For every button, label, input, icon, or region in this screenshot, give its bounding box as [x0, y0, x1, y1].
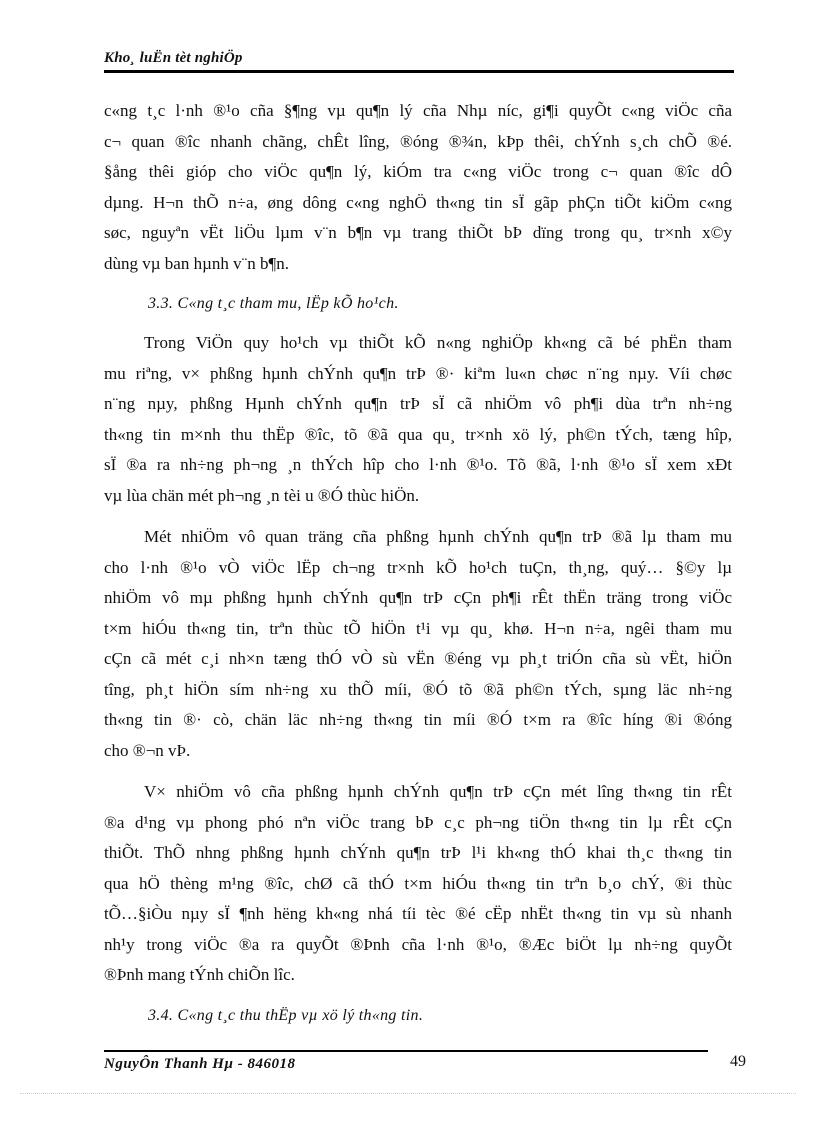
section-heading-3-4: 3.4. C«ng t¸c thu thËp vµ xö lý th«ng tin.: [148, 1006, 424, 1024]
text-line: ®Þnh mang tÝnh chiÕn lîc.: [104, 965, 295, 984]
text-line: tîng, ph¸t hiÖn sím nh÷ng xu thÕ míi, ®Ó tõ ®ã ph©n tÝch, sµng läc nh÷ng: [104, 679, 732, 699]
text-line: n¨ng nµy, phßng Hµnh chÝnh qu¶n trÞ sÏ cã nhiÖm vô ph¶i dùa trªn nh÷ng: [104, 394, 732, 413]
text-line: Mét nhiÖm vô quan träng cña phßng hµnh chÝnh qu¶n trÞ ®ã lµ tham mu: [144, 527, 732, 546]
text-line: dùng vµ ban hµnh v¨n b¶n.: [104, 253, 289, 273]
text-line: nh¹y trong viÖc ®a ra quyÕt ®Þnh cña l·nh ®¹o, ®Æc biÖt lµ nh÷ng quyÕt: [104, 934, 732, 954]
text-line: cÇn cã mét c¸i nh×n tæng thÓ vÒ sù vËn ®éng vµ ph¸t triÓn cña sù vËt, hiÖn: [104, 649, 732, 668]
text-line: mu riªng, v× phßng hµnh chÝnh qu¶n trÞ ®· kiªm lu«n chøc n¨ng nµy. Víi chøc: [104, 363, 732, 383]
text-line: tÕ…§iÒu nµy sÏ ¶nh hëng kh«ng nhá tíi tèc ®é cËp nhËt th«ng tin vµ sù nhanh: [104, 904, 732, 923]
text-line: dµng. H¬n thÕ n÷a, øng dông c«ng nghÖ th«ng tin sÏ gãp phÇn tiÕt kiÖm c«ng: [104, 192, 732, 212]
page-header-title: Kho¸ luËn tèt nghiÖp: [104, 50, 243, 66]
page-content: [104, 96, 732, 1040]
text-line: th«ng tin m×nh thu thËp ®îc, tõ ®ã qua qu¸ tr×nh xö lý, ph©n tÝch, tæng hîp,: [104, 424, 732, 444]
text-line: nhiÖm vô mµ phßng hµnh chÝnh qu¶n trÞ cÇn ph¶i rÊt thËn träng trong viÖc: [104, 588, 732, 607]
text-line: cho l·nh ®¹o vÒ viÖc lËp ch¬ng tr×nh kÕ ho¹ch tuÇn, th¸ng, quý… §©y lµ: [104, 557, 732, 577]
text-line: vµ lùa chän mét ph¬ng ¸n tèi u ®Ó thùc hiÖn.: [104, 485, 420, 505]
text-line: t×m hiÓu th«ng tin, trªn thùc tÕ hiÖn t¹i vµ qu¸ khø. H¬n n÷a, ngêi tham mu: [104, 618, 732, 638]
text-line: §ång thêi gióp cho viÖc qu¶n lý, kiÓm tra c«ng viÖc trong c¬ quan ®îc dÔ: [104, 162, 732, 181]
paragraph-3: [104, 522, 732, 766]
paragraph-2: [104, 328, 732, 511]
text-line: søc, nguyªn vËt liÖu lµm v¨n b¶n vµ trang thiÕt bÞ dïng trong qu¸ tr×nh x©y: [104, 223, 732, 242]
section-heading-3-3: 3.3. C«ng t¸c tham mu, lËp kÕ ho¹ch.: [148, 295, 399, 312]
paragraph-1: [104, 96, 732, 279]
page-number: 49: [730, 1053, 746, 1070]
text-line: ®a d¹ng vµ phong phó nªn viÖc trang bÞ c¸c ph¬ng tiÖn th«ng tin lµ rÊt cÇn: [104, 812, 732, 832]
footer-author: NguyÔn Thanh Hµ - 846018: [104, 1056, 296, 1072]
text-line: c«ng t¸c l·nh ®¹o cña §¶ng vµ qu¶n lý cña Nhµ níc, gi¶i quyÕt c«ng viÖc cña: [104, 101, 732, 120]
footer-rule: [104, 1050, 708, 1052]
text-line: cho ®¬n vÞ.: [104, 740, 191, 760]
text-line: sÏ ®a ra nh÷ng ph¬ng ¸n thÝch hîp cho l·nh ®¹o. Tõ ®ã, l·nh ®¹o sÏ xem xÐt: [104, 455, 732, 474]
text-line: Trong ViÖn quy ho¹ch vµ thiÕt kÕ n«ng nghiÖp kh«ng cã bé phËn tham: [144, 333, 732, 352]
text-line: qua hÖ thèng m¹ng ®îc, chØ cã thÓ t×m hiÓu th«ng tin trªn b¸o chÝ, ®i thùc: [104, 873, 732, 893]
text-line: thiÕt. ThÕ nhng phßng hµnh chÝnh qu¶n trÞ l¹i kh«ng thÓ khai th¸c th«ng tin: [104, 843, 732, 862]
text-line: V× nhiÖm vô cña phßng hµnh chÝnh qu¶n trÞ cÇn mét lîng th«ng tin rÊt: [144, 782, 732, 801]
text-line: c¬ quan ®îc nhanh chãng, chÊt lîng, ®óng ®¾n, kÞp thêi, chÝnh s¸ch chÕ ®é.: [104, 131, 732, 151]
text-line: th«ng tin ®· cò, chän läc nh÷ng th«ng tin míi ®Ó t×m ra ®îc híng ®i ®óng: [104, 710, 732, 729]
paragraph-4: [104, 777, 732, 991]
page-bottom-divider: [20, 1093, 796, 1094]
header-rule: [104, 70, 734, 73]
